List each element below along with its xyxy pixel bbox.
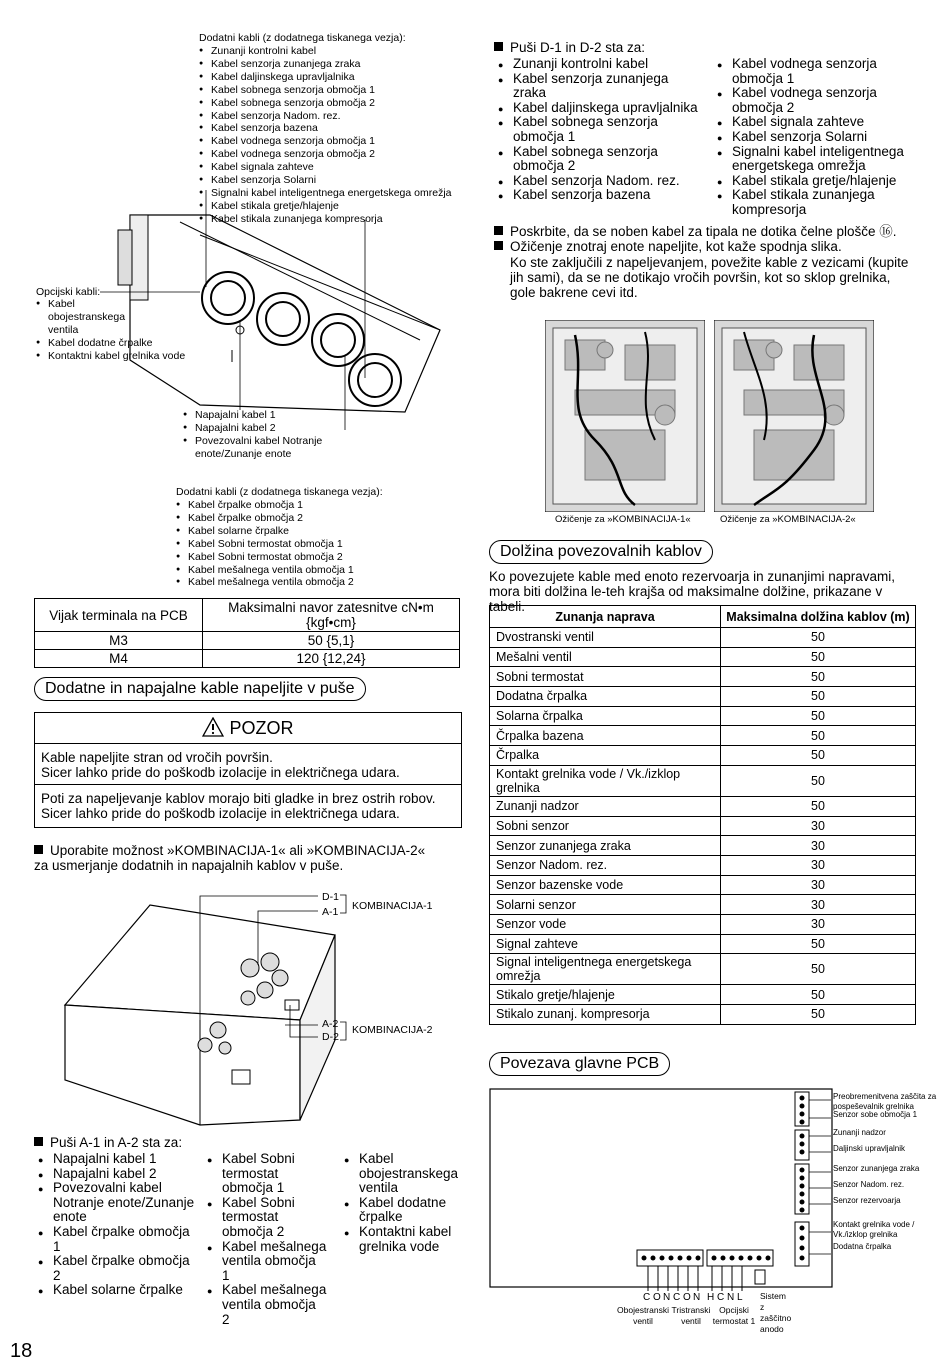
- list-item: ● Kontaktni kabel grelnika vode: [344, 1225, 464, 1254]
- table-row: [490, 667, 916, 687]
- list-item: ● Kabel senzorja zunanjega zraka: [498, 72, 703, 101]
- table-cell: Črpalka: [490, 746, 721, 766]
- table-row: [490, 765, 916, 796]
- table-row: [490, 855, 916, 875]
- table-cell: 50: [721, 765, 916, 796]
- list-item: ● Kabel senzorja zunanjega zraka: [199, 58, 469, 71]
- bushings-a-col1: [38, 1152, 198, 1298]
- table-cell: 50: [721, 706, 916, 726]
- list-item: ● Zunanji kontrolni kabel: [498, 57, 703, 72]
- list-item: ● Napajalni kabel 1: [38, 1152, 198, 1167]
- list-item: ● Kabel senzorja Solarni: [199, 174, 469, 187]
- list-item: ● Kabel mešalnega ventila območja 1: [207, 1240, 327, 1284]
- list-item: ● Napajalni kabel 2: [183, 422, 328, 435]
- table-header: Vijak terminala na PCB: [35, 599, 203, 632]
- photo-caption-2: Ožičenje za »KOMBINACIJA-2«: [720, 514, 856, 525]
- wiring-photo-kombinacija-2: [714, 320, 874, 512]
- table-cell: M3: [35, 632, 203, 650]
- table-cell: 50: [721, 1005, 916, 1025]
- list-item: ● Napajalni kabel 1: [183, 409, 328, 422]
- table-cell: 30: [721, 875, 916, 895]
- table-cell: 30: [721, 914, 916, 934]
- table-row: [490, 875, 916, 895]
- table-cell: Dodatna črpalka: [490, 687, 721, 707]
- list-item: ● Kabel senzorja Solarni: [717, 130, 917, 145]
- table-header: Maksimalna dolžina kablov (m): [721, 606, 916, 628]
- table-cell: 50: [721, 796, 916, 816]
- table-cell: 50: [721, 687, 916, 707]
- list-item: ● Kabel Sobni termostat območja 1: [207, 1152, 327, 1196]
- list-item: ● Kabel Sobni termostat območja 2: [207, 1196, 327, 1240]
- list-item: ● Kabel dodatne črpalke: [344, 1196, 464, 1225]
- list-item: ● Kabel signala zahteve: [199, 161, 469, 174]
- note-sensor: Poskrbite, da se noben kabel za tipala ne dotika čelne plošče ⑯.: [494, 224, 914, 239]
- list-item: ● Kabel daljinskega upravljalnika: [199, 71, 469, 84]
- pcb-label: Daljinski upravljalnik: [833, 1144, 906, 1153]
- pcb-label: Kontakt grelnika vode / Vk./izklop grelnika: [833, 1220, 915, 1239]
- list-item: ● Kabel sobnega senzorja območja 1: [498, 115, 703, 144]
- bullet-square-icon: [494, 241, 503, 250]
- table-cell: Dvostranski ventil: [490, 628, 721, 648]
- list-item: ● Kabel črpalke območja 1: [176, 499, 416, 512]
- a2-label: A-2: [322, 1018, 339, 1030]
- list-item: ● Kabel mešalnega ventila območja 1: [176, 564, 416, 577]
- table-row: [490, 1005, 916, 1025]
- list-item: ● Kabel obojestranskega ventila: [344, 1152, 464, 1196]
- pcb-bottom-label: Obojestranski ventil: [617, 1305, 669, 1326]
- table-cell: 30: [721, 855, 916, 875]
- section-title-cable-length: Dolžina povezovalnih kablov: [489, 540, 713, 564]
- warning-icon: [202, 717, 224, 737]
- pcb-bottom-label: Opcijski termostat 1: [712, 1305, 756, 1326]
- bushings-a-title: Puši A-1 in A-2 sta za:: [34, 1135, 182, 1150]
- table-cell: Senzor vode: [490, 914, 721, 934]
- table-cell: Stikalo gretje/hlajenje: [490, 985, 721, 1005]
- table-cell: 120 {12,24}: [203, 650, 460, 668]
- table-cell: Solarni senzor: [490, 895, 721, 915]
- table-row: [490, 647, 916, 667]
- opcijski-title: Opcijski kabli:: [36, 286, 101, 298]
- table-row: [490, 796, 916, 816]
- table-row: [490, 816, 916, 836]
- table-row: [490, 628, 916, 648]
- list-item: ● Kabel Sobni termostat območja 2: [176, 551, 416, 564]
- opcijski-list: [36, 298, 196, 363]
- pcb-label: Dodatna črpalka: [833, 1242, 892, 1251]
- table-row: [490, 934, 916, 954]
- pcb-bottom-label: Tristranski ventil: [671, 1305, 711, 1326]
- table-row: [490, 726, 916, 746]
- table-cell: Sobni termostat: [490, 667, 721, 687]
- list-item: ● Kabel vodnega senzorja območja 1: [199, 135, 469, 148]
- list-item: ● Kabel stikala zunanjega kompresorja: [717, 188, 917, 217]
- section-title-routing: Dodatne in napajalne kable napeljite v puše: [34, 677, 366, 701]
- table-cell: Kontakt grelnika vode / Vk./izklop grelnika: [490, 765, 721, 796]
- bullet-square-icon: [494, 226, 503, 235]
- bushings-a-col2: [207, 1152, 327, 1327]
- table-cell: Signal zahteve: [490, 934, 721, 954]
- table-cell: Zunanji nadzor: [490, 796, 721, 816]
- page-number: 18: [10, 1340, 33, 1362]
- list-item: ● Kabel senzorja Nadom. rez.: [199, 110, 469, 123]
- list-item: ● Kabel solarne črpalke: [176, 525, 416, 538]
- table-cell: 50: [721, 985, 916, 1005]
- list-item: ● Kabel senzorja Nadom. rez.: [498, 174, 703, 189]
- note-wiring-detail: Ko ste zaključili z napeljevanjem, povežite kable z vezicami (kupite jih sami), da se ne dotikajo vročih površin, kot so sklop grelnika, gole bakrene cevi itd.: [510, 255, 909, 300]
- a1-label: A-1: [322, 906, 339, 918]
- table-cell: Črpalka bazena: [490, 726, 721, 746]
- table-cell: Sobni senzor: [490, 816, 721, 836]
- tank-unit-drawing: [55, 890, 435, 1130]
- list-item: ● Kabel senzorja bazena: [199, 122, 469, 135]
- pcb-label: Zunanji nadzor: [833, 1128, 886, 1137]
- table-cell: 50: [721, 647, 916, 667]
- table-header: Maksimalni navor zatesnitve cN•m {kgf•cm}: [203, 599, 460, 632]
- table-cell: Stikalo zunanj. kompresorja: [490, 1005, 721, 1025]
- caution-paragraph-1: Kable napeljite stran od vročih površin. Sicer lahko pride do poškodb izolacije in električnega udara.: [35, 744, 461, 785]
- list-item: ● Kabel črpalke območja 2: [38, 1254, 198, 1283]
- pcb-label: Senzor Nadom. rez.: [833, 1180, 905, 1189]
- d2-label: D-2: [322, 1031, 339, 1043]
- bushings-d-col2: [717, 57, 917, 218]
- wiring-photo-kombinacija-1: [545, 320, 705, 512]
- pcb-label: Senzor rezervoarja: [833, 1196, 901, 1205]
- photo-caption-1: Ožičenje za »KOMBINACIJA-1«: [555, 514, 691, 525]
- list-item: ● Kabel dodatne črpalke: [36, 337, 196, 350]
- list-item: ● Kabel vodnega senzorja območja 1: [717, 57, 917, 86]
- table-row: [490, 687, 916, 707]
- list-item: ● Kabel vodnega senzorja območja 2: [717, 86, 917, 115]
- bushings-d-title: Puši D-1 in D-2 sta za:: [494, 40, 645, 55]
- bushings-d-col1: [498, 57, 703, 203]
- torque-table: [34, 598, 460, 668]
- list-item: ● Kabel obojestranskega ventila: [36, 298, 128, 337]
- kombinacija-note: Uporabite možnost »KOMBINACIJA-1« ali »KOMBINACIJA-2« za usmerjanje dodatnih in napajalnih kablov v puše.: [34, 843, 426, 873]
- main-pcb-drawing: [489, 1088, 834, 1288]
- kombinacija-2-label: KOMBINACIJA-2: [352, 1024, 433, 1036]
- list-item: ● Povezovalni kabel Notranje enote/Zunanje enote: [38, 1181, 198, 1225]
- cable-length-intro: Ko povezujete kable med enoto rezervoarja in zunanjimi napravami, mora biti dolžina le-teh krajša od maksimalne dolžine, prikazane v tabeli.: [489, 569, 895, 614]
- list-item: ● Kontaktni kabel grelnika vode: [36, 350, 196, 363]
- table-row: [490, 746, 916, 766]
- table-cell: M4: [35, 650, 203, 668]
- table-row: [490, 985, 916, 1005]
- table-cell: 50: [721, 628, 916, 648]
- table-cell: 50: [721, 667, 916, 687]
- table-row: [490, 836, 916, 856]
- list-item: ● Kabel daljinskega upravljalnika: [498, 101, 703, 116]
- caution-header: [35, 713, 461, 744]
- caution-paragraph-2: Poti za napeljevanje kablov morajo biti gladke in brez ostrih robov. Sicer lahko pride do poškodb izolacije in električnega udara.: [41, 791, 436, 821]
- list-item: ● Kabel signala zahteve: [717, 115, 917, 130]
- pcb-label: Preobremenitvena zaščita za pospeševalnik grelnika: [833, 1092, 937, 1111]
- table-cell: 30: [721, 816, 916, 836]
- list-item: ● Kabel Sobni termostat območja 1: [176, 538, 416, 551]
- list-item: ● Kabel mešalnega ventila območja 2: [176, 576, 416, 589]
- table-cell: Mešalni ventil: [490, 647, 721, 667]
- optional-cables-title: Dodatni kabli (z dodatnega tiskanega vezja):: [199, 32, 406, 44]
- list-item: ● Kabel črpalke območja 2: [176, 512, 416, 525]
- caution-title: POZOR: [229, 718, 294, 738]
- list-item: ● Kabel stikala gretje/hlajenje: [717, 174, 917, 189]
- list-item: ● Kabel stikala zunanjega kompresorja: [199, 213, 469, 226]
- bullet-square-icon: [34, 845, 43, 854]
- section-title-pcb: Povezava glavne PCB: [489, 1052, 670, 1076]
- list-item: ● Kabel stikala gretje/hlajenje: [199, 200, 469, 213]
- table-row: [490, 895, 916, 915]
- list-item: ● Signalni kabel inteligentnega energetskega omrežja: [199, 187, 469, 200]
- cable-length-body: [490, 628, 916, 1025]
- table-row: [490, 914, 916, 934]
- list-item: ● Kabel sobnega senzorja območja 1: [199, 84, 469, 97]
- list-item: ● Kabel sobnega senzorja območja 2: [199, 97, 469, 110]
- note-wiring: Ožičenje znotraj enote napeljite, kot kaže spodnja slika.: [494, 239, 914, 254]
- table-cell: 50 {5,1}: [203, 632, 460, 650]
- pcb-right-labels: [833, 1092, 948, 1254]
- pcb-label: Senzor zunanjega zraka: [833, 1164, 920, 1173]
- caution-box: [34, 712, 462, 828]
- table-header: Zunanja naprava: [490, 606, 721, 628]
- table-cell: 30: [721, 895, 916, 915]
- bullet-square-icon: [34, 1137, 43, 1146]
- pcb-bottom-letters: C ON C ON H C N L: [643, 1292, 744, 1303]
- list-item: ● Zunanji kontrolni kabel: [199, 45, 469, 58]
- list-item: ● Kabel vodnega senzorja območja 2: [199, 148, 469, 161]
- table-row: [490, 954, 916, 985]
- list-item: ● Povezovalni kabel Notranje enote/Zunanje enote: [183, 435, 328, 461]
- cable-length-table: [489, 605, 916, 1025]
- list-item: ● Kabel črpalke območja 1: [38, 1225, 198, 1254]
- pcb2-title: Dodatni kabli (z dodatnega tiskanega vezja):: [176, 486, 383, 498]
- table-cell: Solarna črpalka: [490, 706, 721, 726]
- bullet-square-icon: [494, 42, 503, 51]
- table-cell: 50: [721, 726, 916, 746]
- list-item: ● Signalni kabel inteligentnega energetskega omrežja: [717, 145, 917, 174]
- table-cell: 30: [721, 836, 916, 856]
- pcb-bottom-label: Sistem z zaščitno anodo: [760, 1291, 792, 1334]
- d1-label: D-1: [322, 891, 339, 903]
- list-item: ● Kabel sobnega senzorja območja 2: [498, 145, 703, 174]
- table-cell: Senzor zunanjega zraka: [490, 836, 721, 856]
- kombinacija-1-label: KOMBINACIJA-1: [352, 900, 433, 912]
- list-item: ● Kabel mešalnega ventila območja 2: [207, 1283, 327, 1327]
- table-cell: 50: [721, 954, 916, 985]
- table-row: [490, 706, 916, 726]
- pcb2-list: [176, 499, 416, 589]
- power-cables-list: [183, 409, 328, 461]
- table-cell: Senzor Nadom. rez.: [490, 855, 721, 875]
- table-cell: Senzor bazenske vode: [490, 875, 721, 895]
- table-cell: 50: [721, 934, 916, 954]
- table-cell: Signal inteligentnega energetskega omrežja: [490, 954, 721, 985]
- list-item: ● Napajalni kabel 2: [38, 1167, 198, 1182]
- bushings-a-col3: [344, 1152, 464, 1254]
- table-cell: 50: [721, 746, 916, 766]
- list-item: ● Kabel senzorja bazena: [498, 188, 703, 203]
- optional-cables-list: [199, 45, 469, 226]
- list-item: ● Kabel solarne črpalke: [38, 1283, 198, 1298]
- pcb-label: Senzor sobe območja 1: [833, 1110, 918, 1119]
